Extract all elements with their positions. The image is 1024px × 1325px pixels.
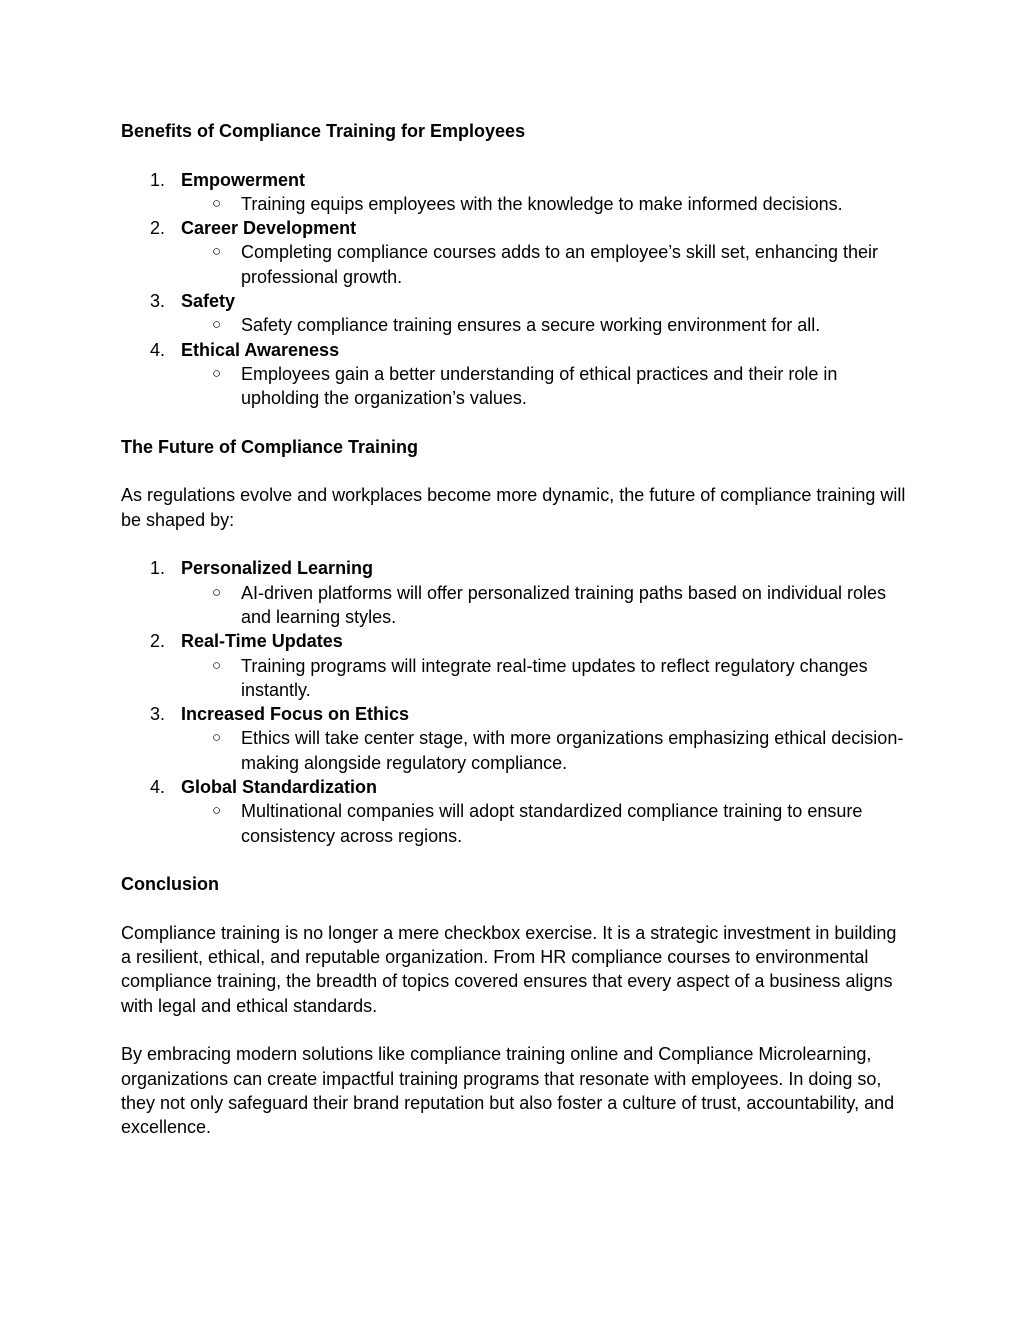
hollow-circle-bullet-icon: ○ [212,656,222,674]
list-number: 1. [150,558,166,579]
list-item-title: Increased Focus on Ethics [181,704,410,725]
list-number: 2. [150,631,166,652]
list-item [121,216,911,289]
sub-list-item [181,726,911,775]
list-number: 3. [150,704,166,725]
sub-list-item [181,799,911,848]
list-number: 4. [150,777,166,798]
sub-list-text: Employees gain a better understanding of ethical practices and their role in upholding the organization’s values. [241,363,838,409]
hollow-circle-bullet-icon: ○ [212,802,222,820]
sub-list-item [181,240,911,289]
sub-list-text: Training programs will integrate real-time updates to reflect regulatory changes instantly. [241,655,868,700]
sub-list-item [181,313,911,337]
sub-list-item [181,192,911,216]
conclusion-paragraph-1: Compliance training is no longer a mere checkbox exercise. It is a strategic investment in building a resilient, ethical, and reputable organization. From HR compliance courses to environmental compliance training, the breadth of topics covered ensures that every aspect of a business aligns with legal and ethical standards. [121,922,897,1016]
sub-list-text: Multinational companies will adopt standardized compliance training to ensure consistency across regions. [241,801,863,846]
hollow-circle-bullet-icon: ○ [212,583,222,601]
sub-list-item [181,654,911,703]
list-item [121,168,911,217]
document-page [121,119,911,1139]
list-item-title: Empowerment [181,169,306,190]
hollow-circle-bullet-icon: ○ [212,364,222,382]
sub-list-text: Safety compliance training ensures a secure working environment for all. [241,315,821,336]
section-heading-conclusion: Conclusion [121,874,219,895]
list-item [121,556,911,629]
list-item-title: Real-Time Updates [181,631,343,652]
list-item [121,289,911,338]
list-item [121,629,911,702]
list-item-title: Personalized Learning [181,558,374,579]
list-item-title: Career Development [181,218,357,239]
hollow-circle-bullet-icon: ○ [212,194,222,212]
future-list [121,556,911,848]
list-item [121,775,911,848]
sub-list-item [181,362,911,411]
list-item [121,702,911,775]
list-number: 2. [150,218,166,239]
sub-list-text: Training equips employees with the knowledge to make informed decisions. [241,193,843,214]
hollow-circle-bullet-icon: ○ [212,243,222,261]
list-number: 3. [150,291,166,312]
conclusion-paragraph-2: By embracing modern solutions like compliance training online and Compliance Microlearning, organizations can create impactful training programs that resonate with employees. In doing so, they not only safeguard their brand reputation but also foster a culture of trust, accountability, and excellence. [121,1044,895,1138]
sub-list-item [181,581,911,630]
list-item-title: Ethical Awareness [181,339,340,360]
sub-list-text: Ethics will take center stage, with more organizations emphasizing ethical decision-making alongside regulatory compliance. [241,728,904,773]
list-number: 1. [150,169,166,190]
list-item-title: Safety [181,291,236,312]
list-item-title: Global Standardization [181,777,378,798]
section-heading-future: The Future of Compliance Training [121,436,419,457]
list-number: 4. [150,339,166,360]
list-item [121,338,911,411]
benefits-list [121,168,911,411]
section-heading-benefits: Benefits of Compliance Training for Employees [121,121,526,141]
sub-list-text: AI-driven platforms will offer personalized training paths based on individual roles and learning styles. [241,582,887,627]
sub-list-text: Completing compliance courses adds to an employee’s skill set, enhancing their professional growth. [241,242,879,287]
hollow-circle-bullet-icon: ○ [212,729,222,747]
hollow-circle-bullet-icon: ○ [212,316,222,334]
section-intro-paragraph: As regulations evolve and workplaces become more dynamic, the future of compliance training will be shaped by: [121,485,906,530]
